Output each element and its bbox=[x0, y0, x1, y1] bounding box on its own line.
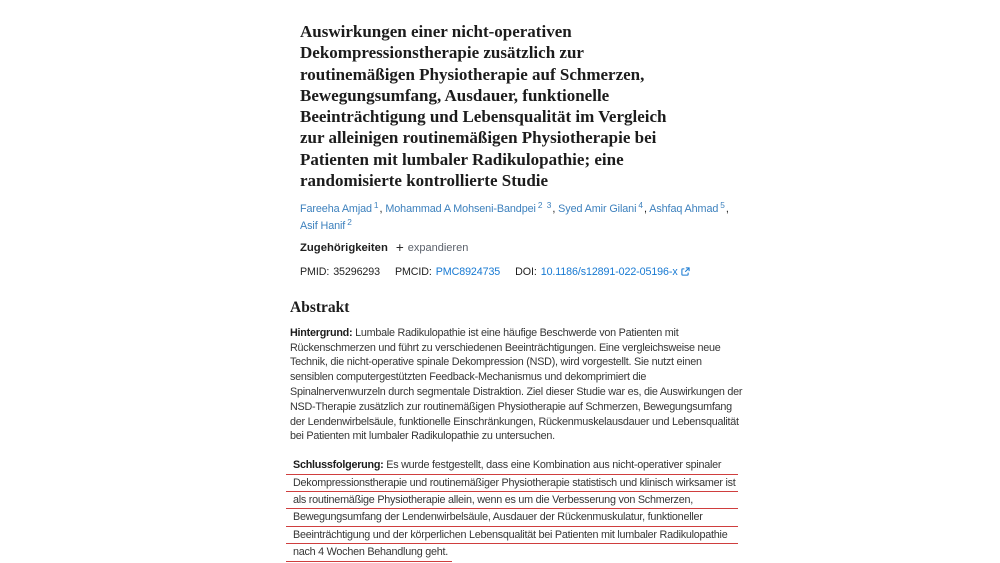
abstract-conclusion-line-underlined bbox=[286, 492, 738, 509]
author-link[interactable]: Asif Hanif bbox=[300, 219, 346, 232]
abstract-background-line: Spinalnervenwurzeln durch segmentale Distraktion. Ziel dieser Studie war es, die Auswirkungen der bbox=[290, 386, 743, 399]
author-link[interactable]: Fareeha Amjad bbox=[300, 203, 372, 216]
abstract-conclusion-line-underlined bbox=[286, 457, 738, 474]
pmid-item bbox=[300, 266, 380, 278]
abstract-background-line: sensiblen computergestützten Feedback-Mechanismus und dekomprimiert die bbox=[290, 371, 647, 384]
expand-affiliations-button[interactable] bbox=[396, 241, 468, 255]
affiliations-label: Zugehörigkeiten bbox=[300, 242, 388, 255]
article-title-line: Beeinträchtigung und Lebensqualität im Vergleich bbox=[300, 107, 667, 127]
article-title-line: routinemäßigen Physiotherapie auf Schmerzen, bbox=[300, 64, 645, 84]
abstract-background-line: NSD-Therapie zusätzlich zur routinemäßigen Physiotherapie auf Schmerzen, Bewegungsumfang bbox=[290, 400, 732, 413]
author-link[interactable]: Ashfaq Ahmad bbox=[649, 203, 719, 216]
author-link[interactable]: Syed Amir Gilani bbox=[558, 203, 637, 216]
author-link[interactable]: Mohammad A Mohseni-Bandpei bbox=[385, 203, 536, 216]
conclusion-label: Schlussfolgerung: bbox=[293, 459, 387, 472]
pmid-value: 35296293 bbox=[333, 265, 380, 278]
article-header bbox=[290, 21, 765, 278]
author-separator: , bbox=[552, 203, 559, 216]
abstract-conclusion-line-text: Beeinträchtigung und der körperlichen Lebensqualität bei Patienten mit lumbaler Radikulopathie bbox=[293, 528, 728, 541]
abstract-conclusion-line-underlined bbox=[286, 475, 738, 492]
abstract-heading: Abstrakt bbox=[290, 298, 350, 316]
article-title-line: randomisierte kontrollierte Studie bbox=[300, 171, 549, 191]
doi-value: 10.1186/s12891-022-05196-x bbox=[540, 265, 678, 278]
pmcid-label: PMCID: bbox=[394, 265, 432, 278]
abstract-conclusion-line-underlined bbox=[286, 527, 738, 544]
author-affiliation-superscript: 5 bbox=[720, 200, 726, 211]
expand-affiliations-label: expandieren bbox=[407, 242, 469, 255]
abstract-background-line: bei Patienten mit lumbaler Radikulopathie zu untersuchen. bbox=[290, 430, 555, 443]
abstract-background-paragraph bbox=[290, 326, 765, 444]
author-separator: , bbox=[644, 203, 650, 216]
pmid-label: PMID: bbox=[300, 265, 330, 278]
doi-link[interactable] bbox=[541, 266, 690, 278]
background-label: Hintergrund: bbox=[290, 326, 356, 339]
abstract-background-line: Hintergrund: Lumbale Radikulopathie ist eine häufige Beschwerde von Patienten mit bbox=[290, 326, 679, 339]
abstract-background-line: der Lendenwirbelsäule, funktionelle Einschränkungen, Rückenmuskelausdauer und Lebensqualität bbox=[290, 415, 739, 428]
doi-item bbox=[515, 266, 689, 278]
external-link-icon bbox=[681, 267, 690, 276]
affiliations-row bbox=[300, 241, 765, 255]
article-title-line: zur alleinigen routinemäßigen Physiotherapie bei bbox=[300, 128, 657, 148]
author-affiliation-superscript: 4 bbox=[638, 200, 645, 211]
authors-list bbox=[300, 201, 765, 234]
author-affiliation-superscript: 2 3 bbox=[537, 200, 553, 211]
abstract-conclusion-line-underlined bbox=[286, 544, 765, 561]
pubmed-article-page bbox=[290, 0, 765, 562]
abstract-conclusion-line-text: nach 4 Wochen Behandlung geht. bbox=[286, 544, 452, 561]
pmcid-link[interactable]: PMC8924735 bbox=[435, 265, 501, 278]
abstract-conclusion-line-text: als routinemäßige Physiotherapie allein, wenn es um die Verbesserung von Schmerzen, bbox=[293, 494, 693, 507]
abstract-conclusion-line-text: Dekompressionstherapie und routinemäßiger Physiotherapie statistisch und klinisch wirksamer ist bbox=[293, 476, 736, 489]
article-title-line: Dekompressionstherapie zusätzlich zur bbox=[300, 43, 584, 63]
abstract-background-line: Technik, die nicht-operative spinale Dekompression (NSD), wird vorgestellt. Sie nutzt einen bbox=[290, 356, 702, 369]
identifiers-row bbox=[300, 266, 765, 278]
author-separator: , bbox=[725, 203, 729, 216]
abstract-background-line: Rückenschmerzen und führt zu verschiedenen Beeinträchtigungen. Eine vergleichsweise neue bbox=[290, 341, 721, 354]
article-title bbox=[300, 21, 765, 191]
abstract-conclusion-line-text: Bewegungsumfang der Lendenwirbelsäule, Ausdauer der Rückenmuskulatur, funktioneller bbox=[293, 511, 703, 524]
article-title-line: Patienten mit lumbaler Radikulopathie; eine bbox=[300, 149, 624, 169]
abstract-conclusion-paragraph-highlighted bbox=[286, 457, 765, 561]
article-title-line: Bewegungsumfang, Ausdauer, funktionelle bbox=[300, 85, 610, 105]
plus-icon: + bbox=[395, 240, 404, 256]
author-affiliation-superscript: 1 bbox=[373, 200, 380, 211]
author-separator: , bbox=[379, 203, 386, 216]
doi-label: DOI: bbox=[515, 265, 537, 278]
pmcid-item bbox=[395, 266, 500, 278]
abstract-conclusion-line-text: Schlussfolgerung: Es wurde festgestellt, dass eine Kombination aus nicht-operativer spinaler bbox=[293, 459, 722, 472]
author-affiliation-superscript: 2 bbox=[347, 216, 353, 227]
abstract-conclusion-line-underlined bbox=[286, 509, 738, 526]
article-title-line: Auswirkungen einer nicht-operativen bbox=[300, 22, 572, 41]
